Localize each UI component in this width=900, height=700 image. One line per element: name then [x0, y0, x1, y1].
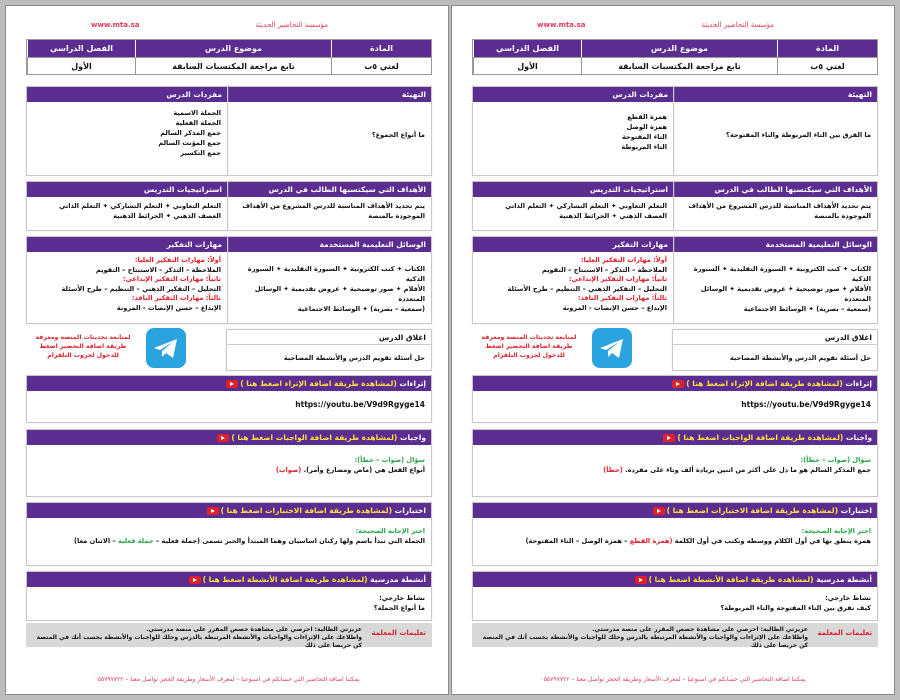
thinking-critical-text: الإبداع – حسن الإنصات - المرونة — [116, 303, 221, 312]
org-name: مؤسسة التحاضير الحديثة — [255, 21, 328, 29]
thinking-creative-text: التحليل – التفكير الذهني – التنظيم – طرح الأسئلة — [507, 284, 667, 293]
youtube-icon[interactable] — [672, 380, 684, 388]
homework-section — [26, 429, 432, 497]
thinking-creative-text: التحليل – التفكير الذهني – التنظيم – طرح الأسئلة — [61, 284, 221, 293]
thinking-higher-text: الملاحظة – التذكر – الاستنتاج – التقويم — [541, 265, 667, 274]
telegram-promo-text[interactable]: لمتابعة تحديثات المنصة ومعرفة طريقة اضافة التحضير اضغط للدخول لجروب التلقرام — [35, 334, 131, 359]
thinking-higher-text: الملاحظة – التذكر – الاستنتاج – التقويم — [95, 265, 221, 274]
activities-section — [472, 571, 878, 621]
strategies-line: العصف الذهني ✦ الخرائط الذهنية — [559, 212, 667, 220]
goals-title: الأهداف التي سيكتسبها الطالب في الدرس — [227, 182, 431, 197]
youtube-icon[interactable] — [653, 507, 665, 515]
homework-question-label: سؤال (صواب – خطأ): — [800, 456, 871, 464]
closing-title: اغلاق الدرس — [227, 330, 431, 345]
semester-value: الأول — [473, 57, 581, 74]
enrich-section — [472, 375, 878, 423]
page-header — [6, 6, 448, 38]
topic-value: تابع مراجعة المكتسبات السابقة — [581, 57, 777, 74]
document-page-right — [451, 5, 895, 695]
warmup-title: التهيئة — [673, 87, 877, 102]
test-question: همزة ينطق بها في أول الكلام ووسطه وتكتب في أول الكلمة — [674, 537, 871, 545]
page-footer: يمكننا اضافة التحاضير التي حسابكم في اسبوعيا – لمعرف الأسعار وطريقة الحجز تواصل معنا – ٠٥٥٧٩٧٧٢٢ — [94, 676, 360, 683]
external-activity-label: نشاط خارجي: — [379, 594, 425, 602]
tools-line: الكتاب ✦ كتب الكترونية ✦ السبورة التقليدية ✦ السبورة الذكية — [247, 265, 425, 283]
topic-label: موضوع الدرس — [581, 40, 777, 57]
teacher-notes-label: تعليمات المعلمة — [817, 629, 872, 637]
goals-section — [226, 181, 432, 231]
youtube-icon[interactable] — [189, 576, 201, 584]
teacher-notes-line: واطلاعك على الإثراءات والواجبات والأنشطة المرتبطة بالدرس وحلك للواجبات والأنشطة بحسب أنك في المنصة كن حريصا على ذلك — [36, 634, 362, 649]
thinking-higher-title: أولاً: مهارات التفكير العليا: — [134, 256, 221, 264]
teacher-notes-label: تعليمات المعلمة — [371, 629, 426, 637]
tests-section — [26, 502, 432, 566]
strategies-section — [472, 181, 674, 231]
homework-title: واجبات — [845, 433, 872, 442]
vocab-item: همزة الوصل — [626, 123, 667, 131]
tools-line: الأقلام ✦ صور توضيحية ✦ عروض تقديمية ✦ الوسائل المتعددة — [700, 285, 871, 303]
homework-video-link[interactable]: (لمشاهدة طريقة اضافة الواجبات اضغط هنا ) — [677, 433, 844, 442]
enrich-title: إثراءات — [845, 379, 872, 388]
youtube-icon[interactable] — [635, 576, 647, 584]
thinking-critical-title: ثالثاً: مهارات التفكير الناقد: — [577, 294, 667, 302]
activities-section — [26, 571, 432, 621]
test-question: الجملة التي تبدأ باسم ولها ركنان اساسيان وهما المبتدأ والخبر تسمى (جملة فعلية – — [155, 537, 425, 545]
strategies-title: استراتيجيات التدريس — [27, 182, 227, 197]
subject-label: المادة — [331, 40, 431, 57]
homework-question-text: أنواع الفعل هي (ماض ومضارع وأمر). — [303, 466, 425, 474]
thinking-creative-title: ثانياً: مهارات التفكير الإبداعي: — [122, 275, 221, 283]
closing-section — [672, 329, 878, 371]
org-name: مؤسسة التحاضير الحديثة — [701, 21, 774, 29]
tools-line: الأقلام ✦ صور توضيحية ✦ عروض تقديمية ✦ الوسائل المتعددة — [254, 285, 425, 303]
semester-label: الفصل الدراسي — [473, 40, 581, 57]
activities-video-link[interactable]: (لمشاهدة طريقة اضافة الأنشطة اضغط هنا ) — [202, 575, 368, 584]
semester-label: الفصل الدراسي — [27, 40, 135, 57]
vocab-section — [472, 86, 674, 176]
vocab-title: مفردات الدرس — [473, 87, 673, 102]
youtube-icon[interactable] — [226, 380, 238, 388]
homework-title: واجبات — [399, 433, 426, 442]
goals-title: الأهداف التي سيكتسبها الطالب في الدرس — [673, 182, 877, 197]
page-header — [452, 6, 894, 38]
warmup-section — [672, 86, 878, 176]
thinking-section — [472, 236, 674, 324]
thinking-title: مهارات التفكير — [473, 237, 673, 252]
homework-section — [472, 429, 878, 497]
homework-question-label: سؤال (صواب – خطأ): — [354, 456, 425, 464]
choose-correct-label: اختر الإجابة الصحيحة: — [355, 527, 425, 535]
homework-answer: (صواب) — [275, 466, 302, 474]
enrich-title: إثراءات — [399, 379, 426, 388]
youtube-icon[interactable] — [207, 507, 219, 515]
warmup-title: التهيئة — [227, 87, 431, 102]
vocab-item: جمع التكسير — [180, 149, 221, 157]
homework-video-link[interactable]: (لمشاهدة طريقة اضافة الواجبات اضغط هنا ) — [231, 433, 398, 442]
tests-section — [472, 502, 878, 566]
warmup-text: ما أنواع الجموع؟ — [371, 131, 425, 139]
vocab-item: التاء المربوطة — [621, 143, 667, 151]
homework-answer: (خطأ) — [603, 466, 623, 474]
enrich-url[interactable]: https://youtu.be/V9d9Rgyge14 — [295, 400, 425, 409]
strategies-line: العصف الذهني ✦ الخرائط الذهنية — [113, 212, 221, 220]
subject-value: لغتي ٥ب — [331, 57, 431, 74]
activity-text: كيف نفرق بين التاء المفتوحة والتاء المربوطة؟ — [720, 604, 871, 612]
enrich-section — [26, 375, 432, 423]
thinking-higher-title: أولاً: مهارات التفكير العليا: — [580, 256, 667, 264]
vocab-item: همزة القطع — [627, 113, 667, 121]
goals-text: يتم تحديد الأهداف المناسبة للدرس المشروع من الأهداف الموجودة بالمنصة — [688, 202, 871, 220]
youtube-icon[interactable] — [663, 434, 675, 442]
warmup-text: ما الفرق بين التاء المربوطة والتاء المفتوحة؟ — [726, 131, 871, 139]
subject-label: المادة — [777, 40, 877, 57]
activities-title: أنشطة مدرسية — [816, 575, 872, 584]
teacher-notes-line: عزيزتي الطالبة: احرصي على مشاهدة حصص المقرر على منصة مدرستي. — [146, 626, 362, 633]
vocab-item: جمع المؤنث السالم — [158, 139, 221, 147]
document-page-left — [5, 5, 449, 695]
lesson-info-table — [26, 39, 432, 75]
page-footer: يمكننا اضافة التحاضير التي حسابكم في اسبوعيا – لمعرف الأسعار وطريقة الحجز تواصل معنا – ٠٥٥٧٩٧٧٢٢ — [540, 676, 806, 683]
semester-value: الأول — [27, 57, 135, 74]
closing-section — [226, 329, 432, 371]
teacher-notes — [472, 623, 878, 647]
vocab-section — [26, 86, 228, 176]
tools-title: الوسائل التعليمية المستخدمة — [227, 237, 431, 252]
warmup-section — [226, 86, 432, 176]
thinking-creative-title: ثانياً: مهارات التفكير الإبداعي: — [568, 275, 667, 283]
tests-title: اختبارات — [394, 506, 426, 515]
thinking-critical-title: ثالثاً: مهارات التفكير الناقد: — [131, 294, 221, 302]
goals-section — [672, 181, 878, 231]
activity-text: ما أنواع الجملة؟ — [373, 604, 425, 612]
tools-section — [226, 236, 432, 324]
tools-line: الكتاب ✦ كتب الكترونية ✦ السبورة التقليدية ✦ السبورة الذكية — [693, 265, 871, 283]
homework-question-text: جمع المذكر السالم هو ما دل على أكثر من اثنين بزيادة ألف وتاء على مفرده. — [625, 466, 871, 474]
strategies-title: استراتيجيات التدريس — [473, 182, 673, 197]
tests-title: اختبارات — [840, 506, 872, 515]
thinking-critical-text: الإبداع – حسن الإنصات - المرونة — [562, 303, 667, 312]
tools-title: الوسائل التعليمية المستخدمة — [673, 237, 877, 252]
thinking-section — [26, 236, 228, 324]
tools-section — [672, 236, 878, 324]
strategies-section — [26, 181, 228, 231]
tools-line: (سمعية – بصرية) ✦ الوسائط الاجتماعية — [297, 305, 425, 313]
subject-value: لغتي ٥ب — [777, 57, 877, 74]
tools-line: (سمعية – بصرية) ✦ الوسائط الاجتماعية — [743, 305, 871, 313]
topic-label: موضوع الدرس — [135, 40, 331, 57]
activities-title: أنشطة مدرسية — [370, 575, 426, 584]
closing-text: حل أسئلة تقويم الدرس والأنشطة المصاحبة — [283, 354, 425, 362]
teacher-notes — [26, 623, 432, 647]
strategies-line: التعلم التعاوني ✦ التعلم التشاركي ✦ التعلم الذاتي — [505, 202, 667, 210]
vocab-item: التاء المفتوحة — [621, 133, 667, 141]
vocab-item: الجملة الاسمية — [173, 109, 221, 117]
site-link[interactable]: www.mta.sa — [91, 21, 140, 29]
telegram-icon[interactable] — [146, 328, 186, 368]
thinking-title: مهارات التفكير — [27, 237, 227, 252]
goals-text: يتم تحديد الأهداف المناسبة للدرس المشروع من الأهداف الموجودة بالمنصة — [242, 202, 425, 220]
telegram-promo-text[interactable]: لمتابعة تحديثات المنصة ومعرفة طريقة اضافة التحضير اضغط للدخول لجروب التلقرام — [481, 334, 577, 359]
teacher-notes-line: واطلاعك على الإثراءات والواجبات والأنشطة المرتبطة بالدرس وحلك للواجبات والأنشطة بحسب أنك في المنصة كن حريصا على ذلك — [482, 634, 808, 649]
tests-video-link[interactable]: (لمشاهدة طريقة اضافة الاختبارات اضغط هنا ) — [666, 506, 839, 515]
site-link[interactable]: www.mta.sa — [537, 21, 586, 29]
closing-title: اغلاق الدرس — [673, 330, 877, 345]
enrich-video-link[interactable]: (لمشاهدة طريقة اضافة الإثراء اضغط هنا ) — [686, 379, 843, 388]
topic-value: تابع مراجعة المكتسبات السابقة — [135, 57, 331, 74]
external-activity-label: نشاط خارجي: — [825, 594, 871, 602]
youtube-icon[interactable] — [217, 434, 229, 442]
test-correct-answer: جملة فعلية — [117, 537, 154, 545]
lesson-info-table — [472, 39, 878, 75]
vocab-item: الجملة الفعلية — [175, 119, 221, 127]
activities-video-link[interactable]: (لمشاهدة طريقة اضافة الأنشطة اضغط هنا ) — [648, 575, 814, 584]
vocab-title: مفردات الدرس — [27, 87, 227, 102]
choose-correct-label: اختر الإجابة الصحيحة: — [801, 527, 871, 535]
vocab-item: جمع المذكر السالم — [160, 129, 221, 137]
tests-video-link[interactable]: (لمشاهدة طريقة اضافة الاختبارات اضغط هنا ) — [220, 506, 393, 515]
test-options: – الاثنان معا) — [74, 537, 116, 545]
teacher-notes-line: عزيزتي الطالبة: احرصي على مشاهدة حصص المقرر على منصة مدرستي. — [592, 626, 808, 633]
closing-text: حل أسئلة تقويم الدرس والأنشطة المصاحبة — [729, 354, 871, 362]
test-correct-answer: (همزة القطع — [629, 537, 673, 545]
enrich-url[interactable]: https://youtu.be/V9d9Rgyge14 — [741, 400, 871, 409]
strategies-line: التعلم التعاوني ✦ التعلم التشاركي ✦ التعلم الذاتي — [59, 202, 221, 210]
enrich-video-link[interactable]: (لمشاهدة طريقة اضافة الإثراء اضغط هنا ) — [240, 379, 397, 388]
telegram-icon[interactable] — [592, 328, 632, 368]
test-options: – همزة الوصل – التاء المفتوحة) — [525, 537, 628, 545]
